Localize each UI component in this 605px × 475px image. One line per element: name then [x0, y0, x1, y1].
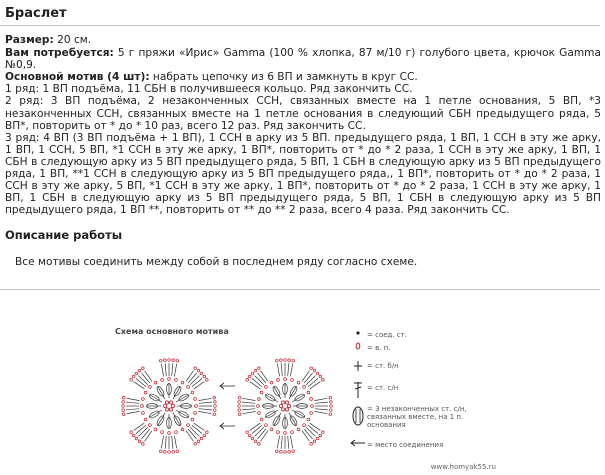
size-value: 20 см.: [53, 34, 92, 46]
legend-cluster: = 3 незаконченных ст. с/н, связанных вместе, на 1 п. основания: [349, 405, 492, 429]
double-crochet-icon: [349, 381, 367, 395]
materials-value: 5 г пряжи «Ирис» Gamma (100 % хлопка, 87 м/10 г) голубого цвета, крючок Gamma №0,9.: [5, 47, 601, 72]
motif-row-1: 1 ряд: 1 ВП подъёма, 11 СБН в получившееся кольцо. Ряд закончить СС.: [5, 83, 413, 96]
legend-double-crochet: = ст. с/н: [349, 381, 398, 395]
chain-stitch-icon: [349, 341, 367, 355]
motif-row-2: 2 ряд: 3 ВП подъёма, 2 незаконченных ССН, связанных вместе на 1 петле основания, 5 ВП, *3 незаконченных ССН, связанных вместе на 1 петле основания в следующий СБН предыдущего ряда, 5 ВП*, повторить от * до * 10 раз, всего 12 раз. Ряд закончить СС.: [5, 95, 601, 132]
cluster-stitch-icon: [349, 405, 367, 427]
materials-label: Вам потребуется:: [5, 47, 114, 60]
legend-chain: = в. п.: [349, 341, 390, 355]
work-text: Все мотивы соединить между собой в последнем ряду согласно схеме.: [15, 256, 418, 269]
join-arrow-icon: [349, 438, 367, 452]
legend-join: = место соединения: [349, 438, 443, 452]
motif-line: [5, 71, 601, 83]
motif-chart-image: [107, 321, 347, 475]
title-divider: [0, 25, 600, 26]
work-heading: Описание работы: [5, 228, 123, 243]
size-label: Размер:: [5, 34, 54, 46]
legend-single-crochet: = ст. б/н: [349, 359, 399, 373]
page-title: Браслет: [5, 6, 67, 21]
materials-line: [5, 47, 601, 71]
crochet-diagram: [107, 321, 502, 475]
diagram-title: Схема основного мотива: [115, 327, 229, 336]
slip-stitch-icon: [349, 328, 367, 342]
motif-label: Основной мотив (4 шт):: [5, 71, 150, 84]
legend-slip-stitch: = соед. ст.: [349, 328, 407, 342]
size-line: [5, 34, 601, 46]
motif-row-3: 3 ряд: 4 ВП (3 ВП подъёма + 1 ВП), 1 ССН в арку из 5 ВП. предыдущего ряда, 1 ВП, 1 ССН в эту же арку, 1 ВП, 1 ССН, 5 ВП, *1 ССН в эту же арку, 1 ВП*, повторить от * до * 2 раза, 1 ССН в эту же арку, 1 ВП, 1 СБН в следующую арку из 5 ВП предыдущего ряда, 5 ВП, 1 СБН в следующую арку из 5 ВП предыдущего ряда, 1 ВП, **1 ССН в следующую арку из 5 ВП предыдущего ряда,, 1 ВП*, повторить от * до * 2 раза, 1 ССН в эту же арку, 5 ВП, *1 ССН в эту же арку, 1 ВП*, повторить от * до * 2 раза, 1 ССН в эту же арку, 1 ВП, 1 СБН в следующую арку из 5 ВП предыдущего ряда, 5 ВП, 1 СБН в следующую арку из 5 ВП предыдущего ряда, 1 ВП **, повторить от ** до ** 2 раза, всего 4 раза. Ряд закончить СС.: [5, 131, 601, 217]
motif-value: набрать цепочку из 6 ВП и замкнуть в круг СС.: [149, 71, 418, 84]
single-crochet-icon: [349, 359, 367, 373]
page: [5, 0, 601, 269]
source-watermark: www.homyak55.ru: [430, 462, 496, 471]
section-divider: [0, 289, 600, 290]
